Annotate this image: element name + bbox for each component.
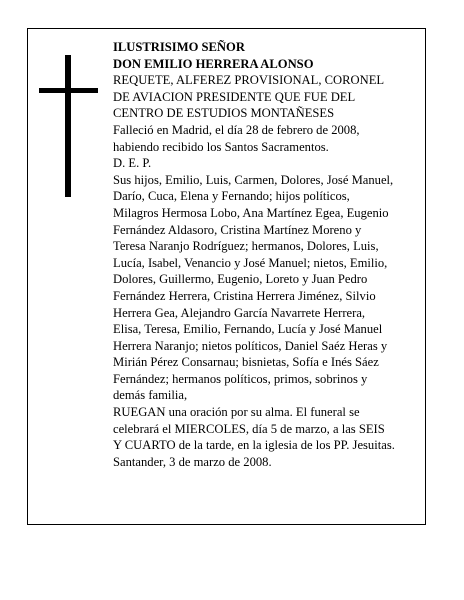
family-line: Fernández; hermanos políticos, primos, sobrinos y xyxy=(113,371,368,386)
title-line-1: ILUSTRISIMO SEÑOR xyxy=(113,40,245,54)
place-date-line: Santander, 3 de marzo de 2008. xyxy=(113,454,272,469)
obituary-text xyxy=(113,39,426,470)
rank-line: DE AVIACION PRESIDENTE QUE FUE DEL xyxy=(113,89,356,104)
family-line: Herrera Gea, Alejandro García Navarrete Herrera, xyxy=(113,305,366,320)
request-line: Y CUARTO de la tarde, en la iglesia de los PP. Jesuitas. xyxy=(113,438,395,453)
family-line: Milagros Hermosa Lobo, Ana Martínez Egea, Eugenio xyxy=(113,205,389,220)
family-line: Herrera Naranjo; nietos políticos, Daniel Saéz Heras y xyxy=(113,338,388,353)
family-line: Fernández Herrera, Cristina Herrera Jiménez, Silvio xyxy=(113,288,376,303)
family-line: Sus hijos, Emilio, Luis, Carmen, Dolores, José Manuel, xyxy=(113,172,394,187)
cross-vertical-bar xyxy=(65,55,71,197)
cross-icon xyxy=(39,55,98,197)
rip-line: D. E. P. xyxy=(113,156,152,171)
family-line: Darío, Cuca, Elena y Fernando; hijos políticos, xyxy=(113,189,350,204)
family-line: Dolores, Guillermo, Eugenio, Loreto y Juan Pedro xyxy=(113,272,368,287)
request-line: RUEGAN una oración por su alma. El funeral se xyxy=(113,405,360,420)
family-line: Lucía, Isabel, Venancio y José Manuel; nietos, Emilio, xyxy=(113,255,388,270)
family-line: Elisa, Teresa, Emilio, Fernando, Lucía y José Manuel xyxy=(113,322,383,337)
rank-line: REQUETE, ALFEREZ PROVISIONAL, CORONEL xyxy=(113,73,385,88)
title-line-2: DON EMILIO HERRERA ALONSO xyxy=(113,56,314,71)
request-line: celebrará el MIERCOLES, día 5 de marzo, a las SEIS xyxy=(113,421,385,436)
rank-line: CENTRO DE ESTUDIOS MONTAÑESES xyxy=(113,106,335,121)
cross-horizontal-bar xyxy=(39,88,98,93)
family-line: demás familia, xyxy=(113,388,188,403)
family-line: Mirián Pérez Consarnau; bisnietas, Sofía e Inés Sáez xyxy=(113,355,379,370)
family-line: Fernández Aldasoro, Cristina Martínez Moreno y xyxy=(113,222,362,237)
death-line: Falleció en Madrid, el día 28 de febrero de 2008, xyxy=(113,122,360,137)
family-line: Teresa Naranjo Rodríguez; hermanos, Dolores, Luis, xyxy=(113,239,379,254)
death-line: habiendo recibido los Santos Sacramentos. xyxy=(113,139,329,154)
